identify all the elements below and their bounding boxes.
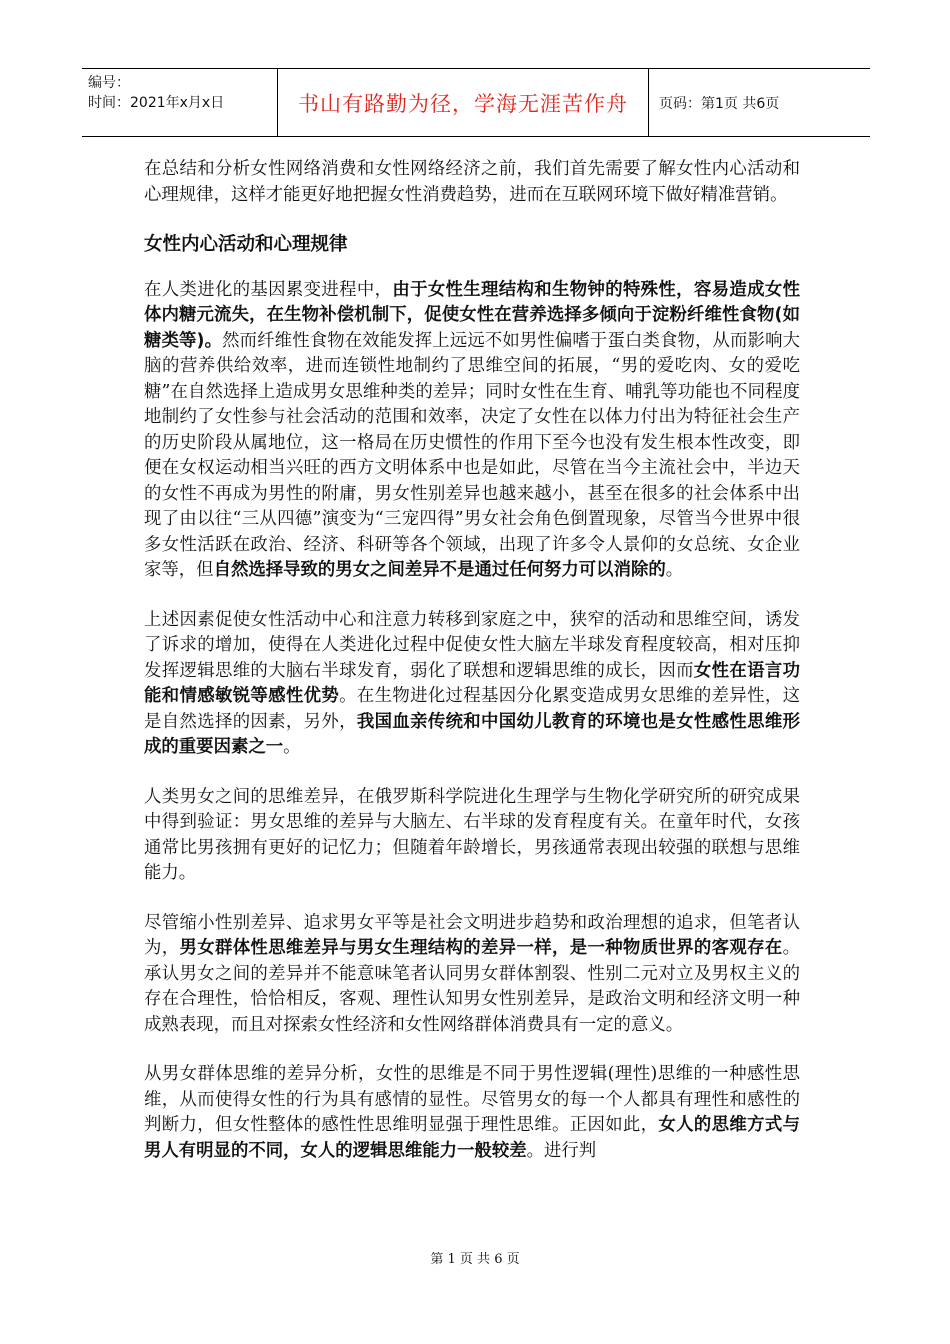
document-time-label: 时间：2021年x月x日	[88, 95, 225, 111]
header-motto: 书山有路勤为径，学海无涯苦作舟	[278, 69, 649, 136]
paragraph-5	[144, 1062, 800, 1164]
p5-text-2: 。进行判	[526, 1140, 597, 1161]
header-meta	[82, 69, 278, 136]
paragraph-1	[144, 278, 800, 584]
p1-punct: 。	[204, 330, 223, 351]
page-footer: 第 1 页 共 6 页	[430, 1252, 520, 1267]
p5-emphasis: 女人的思维方式与男人有明显的不同，女人的逻辑思维能力一般较差	[144, 1115, 800, 1161]
p4-text: 尽管缩小性别差异、追求男女平等是社会文明进步趋势和政治理想的追求，但笔者认为，	[144, 912, 800, 958]
p1-text: 在人类进化的基因累变进程中，	[144, 279, 393, 300]
p1-end: 。	[665, 560, 684, 580]
paragraph-4	[144, 911, 800, 1039]
paragraph-2	[144, 608, 800, 761]
paragraph-3: 人类男女之间的思维差异，在俄罗斯科学院进化生理学与生物化学研究所的研究成果中得到验证：男女思维的差异与大脑左、右半球的发育程度有关。在童年时代，女孩通常比男孩拥有更好的记忆力；但随着年龄增长，男孩通常表现出较强的联想与思维能力。	[144, 786, 800, 883]
header-page-info: 页码：第1页 共6页	[659, 95, 780, 112]
p1-emphasis-2: 自然选择导致的男女之间差异不是通过任何努力可以消除的	[213, 560, 666, 580]
p1-text-2: 然而纤维性食物在效能发挥上远远不如男性偏嗜于蛋白类食物，从而影响大脑的营养供给效率，进而连锁性地制约了思维空间的拓展，“男的爱吃肉、女的爱吃糖”在自然选择上造成男女思维种类的差异；同时女性在生育、哺乳等功能也不同程度地制约了女性参与社会活动的范围和效率，决定了女性在以体力付出为特征社会生产的历史阶段从属地位，这一格局在历史惯性的作用下至今也没有发生根本性改变，即便在女权运动相当兴旺的西方文明体系中也是如此，尽管在当今主流社会中，半边天的女性不再成为男性的附庸，男女性别差异也越来越小，甚至在很多的社会体系中出现了由以往“三从四德”演变为“三宠四得”男女社会角色倒置现象，尽管当今世界中很多女性活跃在政治、经济、科研等各个领域，出现了许多令人景仰的女总统、女企业家等，但	[144, 330, 800, 580]
p2-end: 。	[283, 737, 301, 757]
p2-text: 上述因素促使女性活动中心和注意力转移到家庭之中，狭窄的活动和思维空间，诱发了诉求的增加，使得在人类进化过程中促使女性大脑左半球发育程度较高，相对压抑发挥逻辑思维的大脑右半球发育，弱化了联想和逻辑思维的成长，因而	[144, 609, 800, 681]
p1-emphasis: 由于女性生理结构和生物钟的特殊性，容易造成女性体内糖元流失，在生物补偿机制下，促使女性在营养选择多倾向于淀粉纤维性食物(如糖类等)	[144, 279, 800, 351]
p2-emphasis-2: 我国血亲传统和中国幼儿教育的环境也是女性感性思维形成的重要因素之一	[144, 711, 800, 757]
p2-text-2: 。在生物进化过程基因分化累变造成男女思维的差异性，这是自然选择的因素，另外，	[144, 686, 800, 732]
page-header	[82, 68, 870, 137]
intro-paragraph: 在总结和分析女性网络消费和女性网络经济之前，我们首先需要了解女性内心活动和心理规律，这样才能更好地把握女性消费趋势，进而在互联网环境下做好精准营销。	[144, 159, 800, 205]
p5-text: 从男女群体思维的差异分析，女性的思维是不同于男性逻辑(理性)思维的一种感性思维，从而使得女性的行为具有感情的显性。尽管男女的每一个人都具有理性和感性的判断力，但女性整体的感性性思维明显强于理性思维。正因如此，	[144, 1064, 800, 1135]
document-body	[144, 157, 800, 1188]
document-number-label: 编号：	[88, 75, 130, 91]
p2-emphasis: 女性在语言功能和情感敏锐等感性优势	[144, 660, 800, 706]
section-heading: 女性内心活动和心理规律	[144, 234, 348, 255]
p4-text-2: 。承认男女之间的差异并不能意味笔者认同男女群体割裂、性别二元对立及男权主义的存在合理性，恰恰相反，客观、理性认知男女性别差异，是政治文明和经济文明一种成熟表现，而且对探索女性经济和女性网络群体消费具有一定的意义。	[144, 938, 800, 1035]
p4-emphasis: 男女群体性思维差异与男女生理结构的差异一样，是一种物质世界的客观存在	[179, 938, 783, 958]
